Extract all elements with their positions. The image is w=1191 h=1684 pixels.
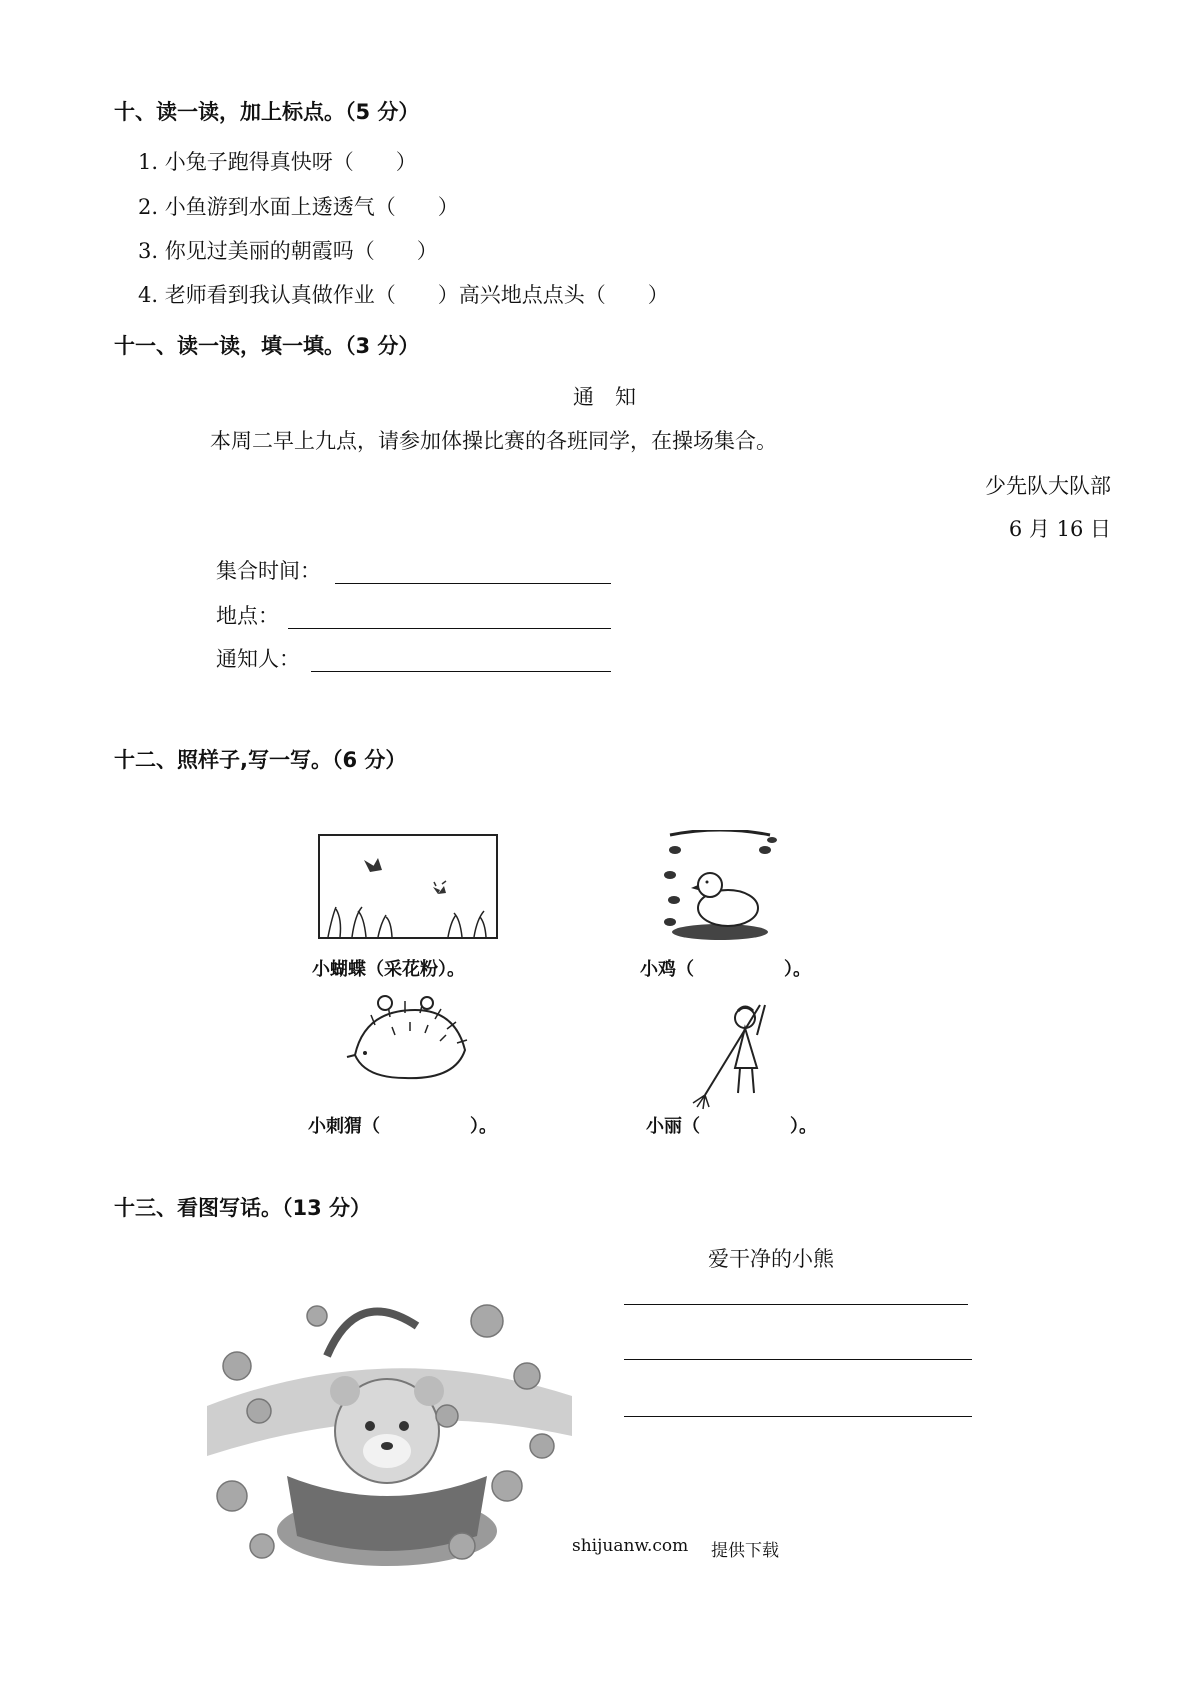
field-place-label: 地点：	[216, 604, 279, 628]
punctuation-item-4: 4. 老师看到我认真做作业（ ）高兴地点点头（ ）	[138, 283, 669, 307]
section-10-title: 十、读一读，加上标点。（5 分）	[114, 100, 420, 124]
punctuation-item-3: 3. 你见过美丽的朝霞吗（ ）	[138, 239, 438, 263]
chick-icon	[660, 830, 780, 942]
punctuation-item-2: 2. 小鱼游到水面上透透气（ ）	[138, 195, 459, 219]
example-caption-girl: 小丽（ ）。	[646, 1116, 817, 1137]
writing-line-2[interactable]	[624, 1359, 972, 1360]
field-time-label: 集合时间：	[216, 559, 321, 583]
example-caption-butterfly: 小蝴蝶（采花粉）。	[312, 959, 465, 980]
notice-title: 通 知	[573, 385, 636, 409]
notice-body: 本周二早上九点，请参加体操比赛的各班同学，在操场集合。	[210, 429, 777, 453]
field-time-blank[interactable]	[335, 583, 611, 584]
notice-date: 6 月 16 日	[1008, 517, 1111, 541]
hedgehog-icon	[335, 995, 470, 1085]
footer-site: shijuanw.com	[572, 1536, 689, 1556]
example-caption-hedgehog: 小刺猬（ ）。	[308, 1116, 497, 1137]
story-title: 爱干净的小熊	[708, 1247, 834, 1271]
footer-note: 提供下载	[711, 1541, 779, 1561]
bear-bath-icon	[207, 1296, 572, 1586]
section-13-title: 十三、看图写话。（13 分）	[114, 1196, 372, 1220]
notice-signature: 少先队大队部	[985, 474, 1111, 498]
girl-sweeping-icon	[690, 1003, 785, 1113]
punctuation-item-1: 1. 小兔子跑得真快呀（ ）	[138, 150, 417, 174]
section-12-title: 十二、照样子,写一写。（6 分）	[114, 748, 407, 772]
writing-line-1[interactable]	[624, 1304, 968, 1305]
field-notifier-blank[interactable]	[311, 671, 611, 672]
field-notifier-label: 通知人：	[216, 647, 300, 671]
section-11-title: 十一、读一读，填一填。（3 分）	[114, 334, 420, 358]
field-place-blank[interactable]	[288, 628, 611, 629]
butterfly-scene-icon	[318, 834, 498, 939]
example-caption-chick: 小鸡（ ）。	[640, 959, 811, 980]
writing-line-3[interactable]	[624, 1416, 972, 1417]
